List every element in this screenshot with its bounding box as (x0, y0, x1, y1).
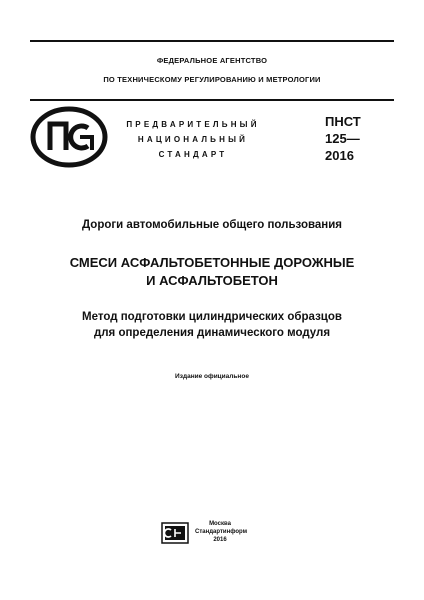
standard-type-line-2: НАЦИОНАЛЬНЫЙ (137, 135, 249, 144)
standard-code-line-3: 2016 (325, 148, 354, 163)
method-line-1: Метод подготовки цилиндрических образцов (82, 311, 342, 323)
gost-r-logo-icon (30, 106, 108, 173)
document-title-line-1: СМЕСИ АСФАЛЬТОБЕТОННЫЕ ДОРОЖНЫЕ (69, 255, 355, 270)
publisher-year: 2016 (213, 537, 227, 543)
standard-type-line-1: ПРЕДВАРИТЕЛЬНЫЙ (126, 120, 260, 129)
middle-rule (30, 99, 394, 101)
standard-code-line-2: 125— (325, 131, 360, 146)
standard-type-line-3: СТАНДАРТ (158, 150, 228, 159)
publisher-city: Москва (209, 521, 231, 527)
publisher-name: Стандартинформ (195, 529, 248, 535)
top-rule (30, 40, 394, 42)
document-title-line-2: И АСФАЛЬТОБЕТОН (146, 273, 278, 288)
method-line-2: для определения динамического модуля (93, 327, 331, 339)
standard-code-line-1: ПНСТ (325, 114, 361, 129)
standartinform-logo-icon (161, 522, 189, 549)
document-subtitle: Дороги автомобильные общего пользования (81, 219, 343, 231)
edition-label: Издание официальное (175, 373, 249, 380)
agency-line-2: ПО ТЕХНИЧЕСКОМУ РЕГУЛИРОВАНИЮ И МЕТРОЛОГИИ (103, 75, 321, 84)
agency-line-1: ФЕДЕРАЛЬНОЕ АГЕНТСТВО (156, 56, 268, 65)
